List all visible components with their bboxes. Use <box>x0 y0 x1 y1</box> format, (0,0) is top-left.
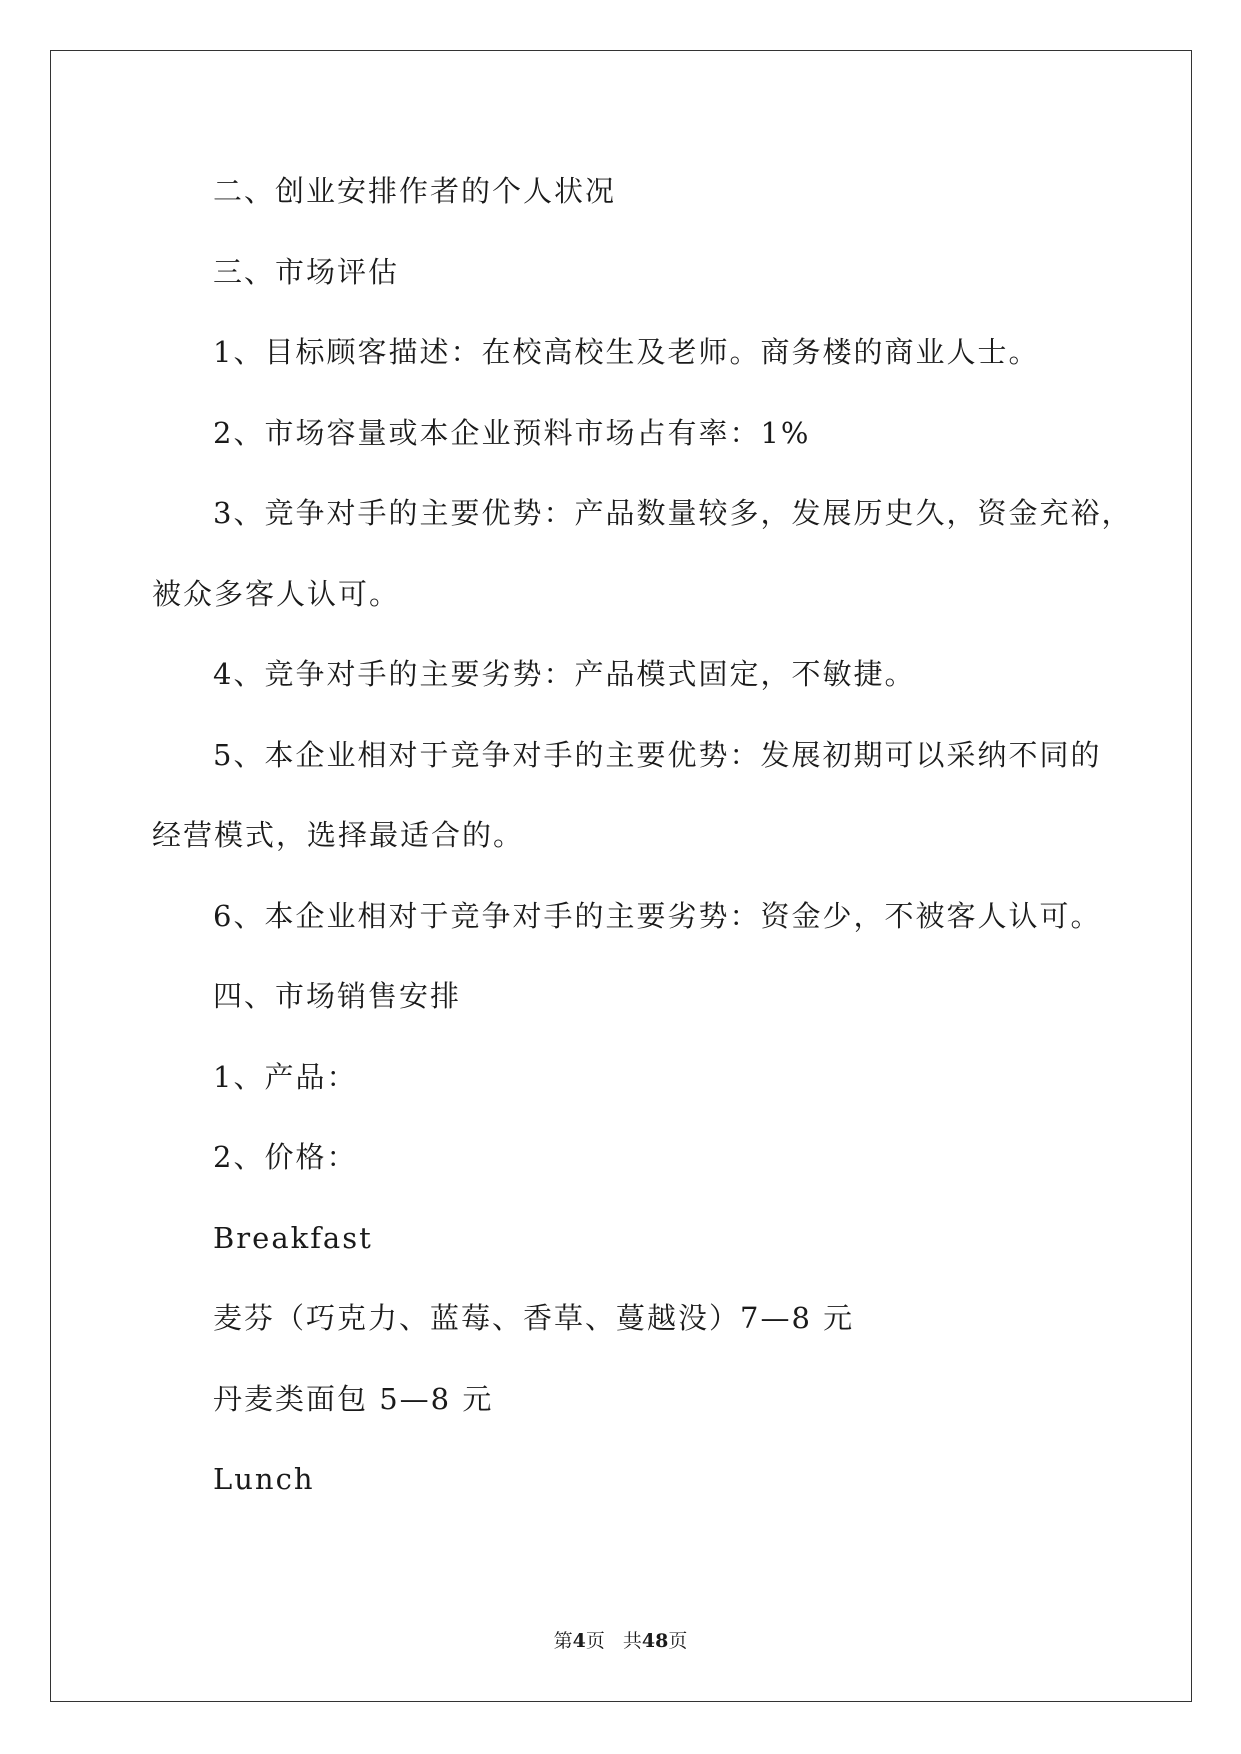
heading-founder-profile: 二、创业安排作者的个人状况 <box>213 174 617 208</box>
paragraph-our-strengths: 5、本企业相对于竞争对手的主要优势：发展初期可以采纳不同的 <box>213 738 1102 772</box>
paragraph-market-share: 2、市场容量或本企业预料市场占有率：1% <box>213 416 811 450</box>
footer-total-pages: 48 <box>641 1630 669 1652</box>
menu-breakfast-title: Breakfast <box>213 1221 373 1255</box>
heading-market-assessment: 三、市场评估 <box>213 255 400 289</box>
footer-total-prefix: 共 <box>622 1630 642 1652</box>
footer-total-suffix: 页 <box>668 1630 688 1652</box>
paragraph-competitor-weaknesses: 4、竞争对手的主要劣势：产品模式固定，不敏捷。 <box>213 657 916 691</box>
paragraph-competitor-strengths: 3、竞争对手的主要优势：产品数量较多，发展历史久，资金充裕， <box>213 496 1133 530</box>
menu-item-muffin: 麦芬（巧克力、蓝莓、香草、蔓越没）7—8 元 <box>213 1301 855 1335</box>
menu-lunch-title: Lunch <box>213 1462 315 1496</box>
item-product: 1、产品： <box>213 1060 358 1094</box>
item-price: 2、价格： <box>213 1140 358 1174</box>
footer-current-page: 4 <box>572 1630 586 1652</box>
paragraph-target-customers: 1、目标顾客描述：在校高校生及老师。商务楼的商业人士。 <box>213 335 1040 369</box>
footer-page-suffix: 页 <box>585 1630 605 1652</box>
page-footer <box>0 1628 1241 1654</box>
paragraph-competitor-strengths-cont: 被众多客人认可。 <box>152 577 401 611</box>
page-border <box>50 50 1192 1702</box>
menu-item-danish-bread: 丹麦类面包 5—8 元 <box>213 1382 494 1416</box>
paragraph-our-weaknesses: 6、本企业相对于竞争对手的主要劣势：资金少，不被客人认可。 <box>213 899 1102 933</box>
heading-sales-plan: 四、市场销售安排 <box>213 979 462 1013</box>
paragraph-our-strengths-cont: 经营模式，选择最适合的。 <box>152 818 525 852</box>
footer-prefix: 第 <box>553 1630 573 1652</box>
